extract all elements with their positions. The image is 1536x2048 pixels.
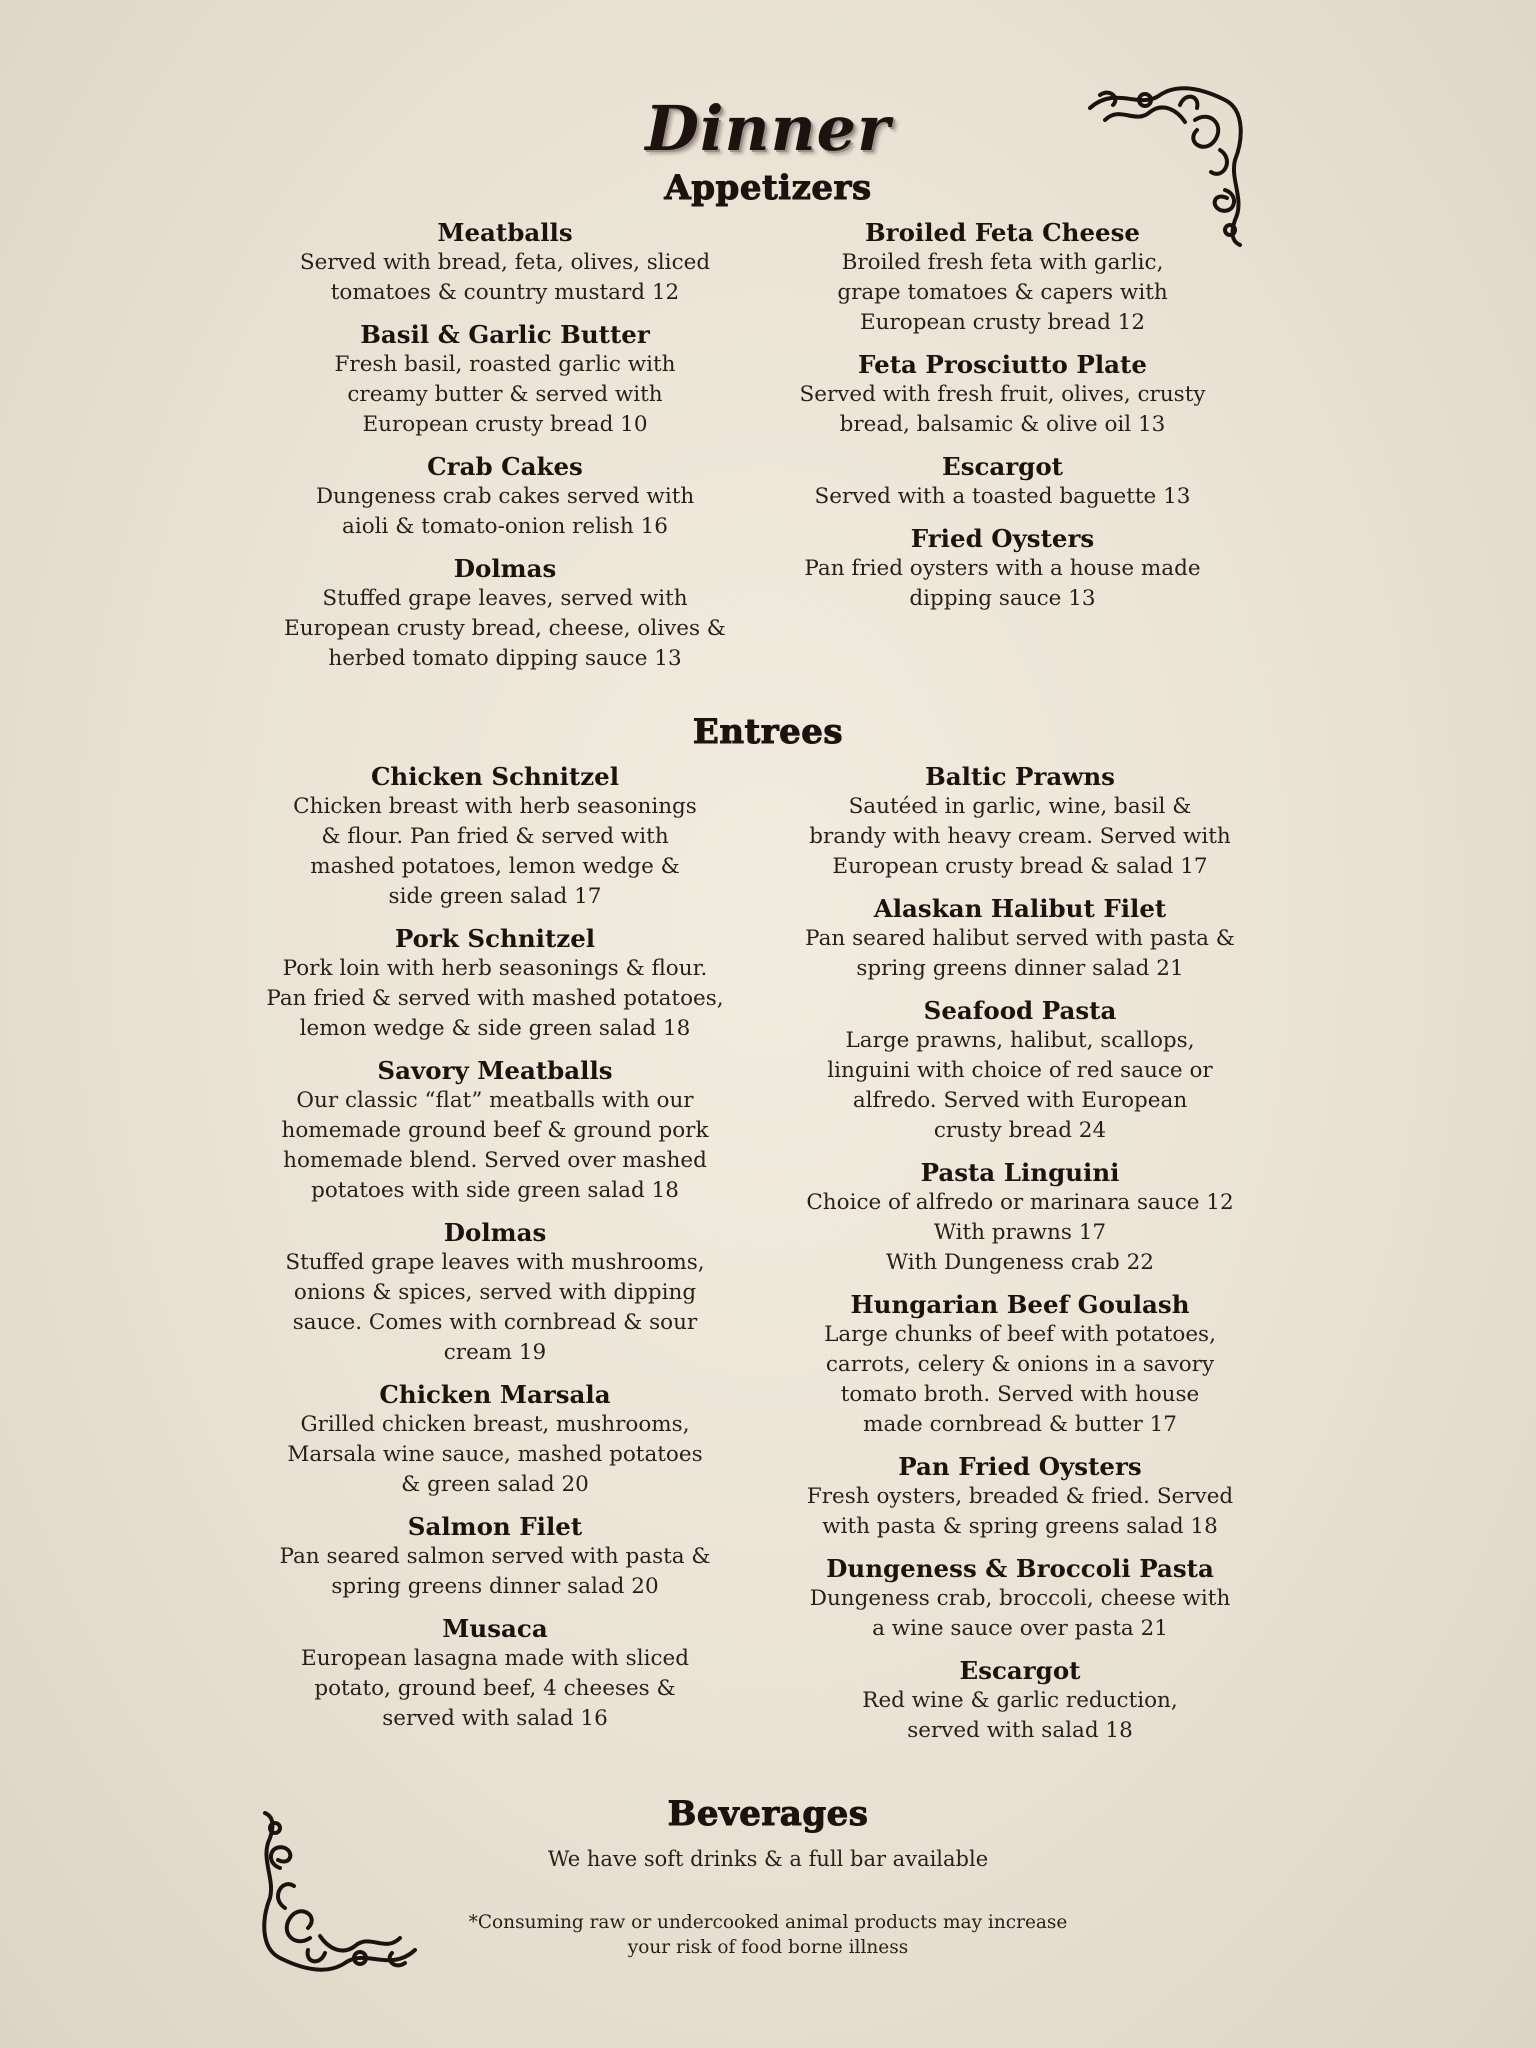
menu-item <box>775 1554 1265 1644</box>
menu-item <box>240 1218 750 1368</box>
menu-item-description: Broiled fresh feta with garlic, grape tomatoes & capers with European crusty bread 12 <box>837 250 1168 335</box>
menu-item <box>240 924 750 1044</box>
menu-item-name: Chicken Marsala <box>379 1380 611 1409</box>
entrees-left-column <box>240 762 750 1746</box>
menu-item <box>780 350 1225 440</box>
menu-item-description: Served with fresh fruit, olives, crusty bread, balsamic & olive oil 13 <box>799 382 1206 437</box>
menu-item-description: Stuffed grape leaves with mushrooms, onions & spices, served with dipping sauce. Comes with cornbread & sour cream 19 <box>285 1250 705 1365</box>
menu-item-name: Alaskan Halibut Filet <box>873 894 1167 923</box>
menu-item-name: Basil & Garlic Butter <box>360 320 650 349</box>
menu-item-name: Fried Oysters <box>910 524 1095 553</box>
menu-item-description: Served with bread, feta, olives, sliced tomatoes & country mustard 12 <box>299 250 711 305</box>
menu-item-name: Hungarian Beef Goulash <box>850 1290 1190 1319</box>
menu-item-description: Pan seared salmon served with pasta & spring greens dinner salad 20 <box>279 1544 711 1599</box>
menu-item-description: Stuffed grape leaves, served with European crusty bread, cheese, olives & herbed tomato dipping sauce 13 <box>284 586 726 671</box>
menu-item-name: Dolmas <box>453 554 557 583</box>
menu-item <box>780 524 1225 614</box>
menu-item <box>255 452 755 542</box>
menu-item-description: Dungeness crab, broccoli, cheese with a wine sauce over pasta 21 <box>809 1586 1231 1641</box>
menu-item-name: Savory Meatballs <box>377 1056 613 1085</box>
menu-item <box>240 1056 750 1206</box>
menu-item <box>255 554 755 674</box>
appetizers-right-column <box>780 218 1225 626</box>
menu-item-name: Escargot <box>959 1656 1081 1685</box>
menu-item-name: Dolmas <box>443 1218 547 1247</box>
menu-item-description: Choice of alfredo or marinara sauce 12 With prawns 17 With Dungeness crab 22 <box>806 1190 1234 1275</box>
menu-item-description: Red wine & garlic reduction, served with salad 18 <box>862 1688 1178 1743</box>
menu-item-description: Fresh basil, roasted garlic with creamy butter & served with European crusty bread 10 <box>334 352 676 437</box>
menu-item <box>255 218 755 308</box>
menu-item-name: Dungeness & Broccoli Pasta <box>826 1554 1214 1583</box>
menu-item-name: Baltic Prawns <box>925 762 1115 791</box>
menu-item-description: Fresh oysters, breaded & fried. Served with pasta & spring greens salad 18 <box>806 1484 1234 1539</box>
menu-item-description: Served with a toasted baguette 13 <box>814 484 1191 509</box>
menu-item-description: Grilled chicken breast, mushrooms, Marsala wine sauce, mashed potatoes & green salad 20 <box>287 1412 703 1497</box>
menu-item-name: Meatballs <box>437 218 573 247</box>
menu-item-name: Chicken Schnitzel <box>370 762 620 791</box>
beverages-text: We have soft drinks & a full bar available <box>547 1847 989 1871</box>
corner-flourish-icon <box>250 1808 420 1978</box>
appetizers-left-column <box>255 218 755 686</box>
menu-item-description: Pan seared halibut served with pasta & spring greens dinner salad 21 <box>805 926 1235 981</box>
menu-item-name: Seafood Pasta <box>923 996 1117 1025</box>
menu-item-name: Musaca <box>442 1614 548 1643</box>
menu-item <box>240 762 750 912</box>
menu-item <box>240 1380 750 1500</box>
menu-item-description: Sautéed in garlic, wine, basil & brandy with heavy cream. Served with European crusty bread & salad 17 <box>809 794 1231 879</box>
menu-item <box>775 1452 1265 1542</box>
menu-item-description: Chicken breast with herb seasonings & flour. Pan fried & served with mashed potatoes, lemon wedge & side green salad 17 <box>293 794 697 909</box>
beverages-heading: Beverages <box>667 1794 869 1834</box>
menu-item-description: Dungeness crab cakes served with aioli & tomato-onion relish 16 <box>315 484 695 539</box>
menu-item-name: Salmon Filet <box>407 1512 583 1541</box>
menu-title: Dinner <box>645 92 891 165</box>
menu-item <box>780 218 1225 338</box>
menu-item <box>240 1512 750 1602</box>
menu-item <box>775 1656 1265 1746</box>
menu-item-name: Pasta Linguini <box>920 1158 1120 1187</box>
entrees-heading: Entrees <box>692 712 844 752</box>
menu-item <box>775 1290 1265 1440</box>
menu-item <box>775 996 1265 1146</box>
menu-item <box>240 1614 750 1734</box>
food-safety-notice: *Consuming raw or undercooked animal products may increase your risk of food borne illness <box>468 1912 1068 1958</box>
menu-item-name: Escargot <box>942 452 1063 481</box>
menu-item-name: Pan Fried Oysters <box>898 1452 1142 1481</box>
menu-item-description: European lasagna made with sliced potato, ground beef, 4 cheeses & served with salad 16 <box>301 1646 689 1731</box>
menu-item <box>775 762 1265 882</box>
menu-item-description: Pan fried oysters with a house made dipping sauce 13 <box>804 556 1201 611</box>
entrees-right-column <box>775 762 1265 1758</box>
menu-item <box>780 452 1225 512</box>
menu-item-description: Pork loin with herb seasonings & flour. Pan fried & served with mashed potatoes, lemon wedge & side green salad 18 <box>266 956 724 1041</box>
menu-item-name: Pork Schnitzel <box>394 924 596 953</box>
menu-item-description: Large prawns, halibut, scallops, linguini with choice of red sauce or alfredo. Served with European crusty bread 24 <box>827 1028 1213 1143</box>
menu-item-name: Broiled Feta Cheese <box>864 218 1141 247</box>
menu-item <box>255 320 755 440</box>
appetizers-heading: Appetizers <box>664 168 872 208</box>
menu-item-name: Feta Prosciutto Plate <box>858 350 1147 379</box>
menu-item <box>775 1158 1265 1278</box>
menu-item-description: Large chunks of beef with potatoes, carrots, celery & onions in a savory tomato broth. Served with house made cornbread & butter 17 <box>824 1322 1216 1437</box>
menu-item <box>775 894 1265 984</box>
menu-item-description: Our classic “flat” meatballs with our homemade ground beef & ground pork homemade blend. Served over mashed potatoes with side green salad 18 <box>281 1088 709 1203</box>
menu-item-name: Crab Cakes <box>427 452 583 481</box>
